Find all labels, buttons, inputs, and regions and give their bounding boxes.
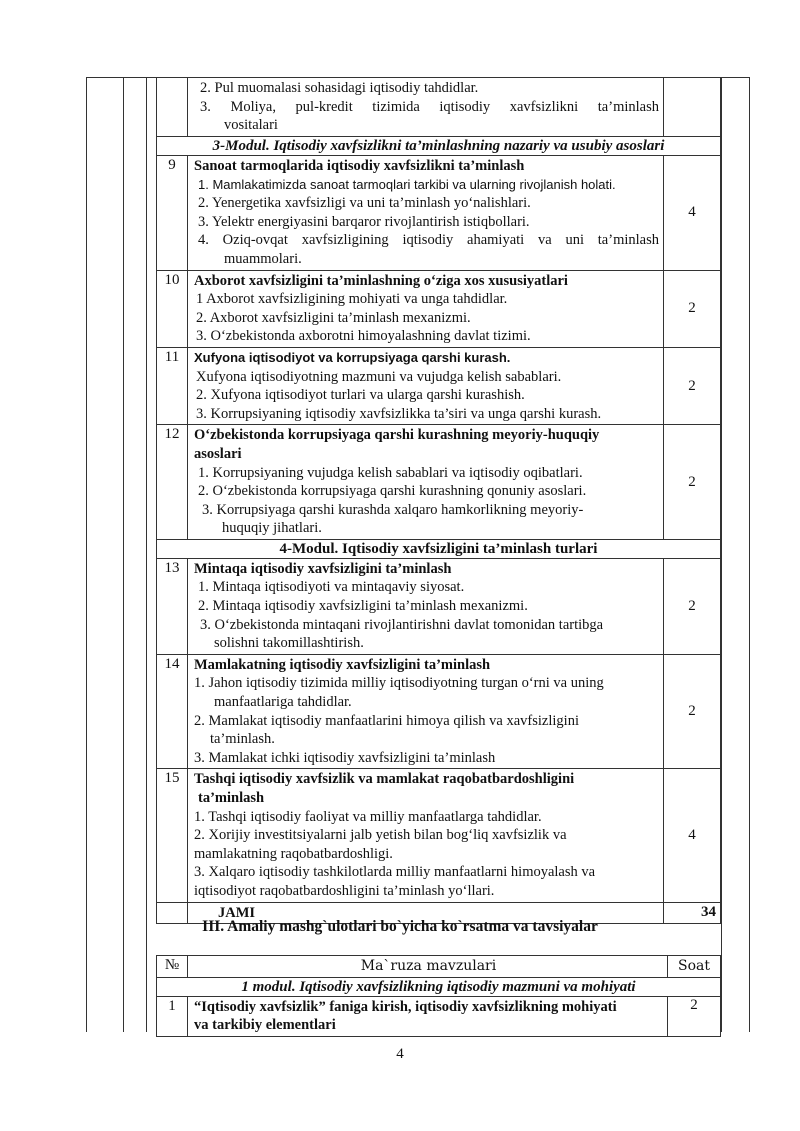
frame-divider-left [123,77,124,1032]
list-item: 4. Oziq-ovqat xavfsizligining iqtisodiy ahamiyati va uni ta’minlash [198,232,659,249]
row-number: 14 [157,654,188,769]
table-row [157,769,721,902]
list-item: solishni takomillashtirish. [214,635,364,652]
table-row [157,270,721,347]
list-item: manfaatlariga tahdidlar. [214,694,352,711]
row-number: 1 [157,996,188,1036]
list-item: 2. Axborot xavfsizligini ta’minlash mexanizmi. [196,309,471,326]
module-title: 4-Modul. Iqtisodiy xavfsizligini ta’minlash turlari [157,539,721,558]
header-hours: Soat [668,956,721,978]
list-item: vositalari [224,117,278,134]
list-item: 2. O‘zbekistonda korrupsiyaga qarshi kurashning qonuniy asoslari. [198,483,587,500]
list-item: 1. Mintaqa iqtisodiyoti va mintaqaviy siyosat. [198,579,465,596]
list-item: 1 Axborot xavfsizligining mohiyati va unga tahdidlar. [196,291,508,308]
list-item: 2. Xorijiy investitsiyalarni jalb yetish bilan bog‘liq xavfsizlik va [194,827,567,844]
list-item: 3. Xalqaro iqtisodiy tashkilotlarda milliy manfaatlarni himoyalash va [194,864,596,881]
list-item: huquqiy jihatlari. [222,520,322,537]
row-title: Mintaqa iqtisodiy xavfsizligini ta’minlash [194,560,452,577]
row-title: Tashqi iqtisodiy xavfsizlik va mamlakat raqobatbardoshligini [194,771,575,788]
row-title-continued: ta’minlash [198,790,265,806]
list-item: mamlakatning raqobatbardoshligi. [194,845,393,862]
list-item: Xufyona iqtisodiyotning mazmuni va vujudga kelish sabablari. [196,368,562,385]
list-item: 2. Pul muomalasi sohasidagi iqtisodiy tahdidlar. [200,80,479,96]
row-number: 13 [157,558,188,654]
header-number: № [157,956,188,978]
total-value: 34 [664,902,721,924]
page-number: 4 [396,1046,404,1062]
row-number: 9 [157,156,188,271]
row-hours: 2 [664,558,721,654]
list-item: 1. Jahon iqtisodiy tizimida milliy iqtisodiyotning turgan o‘rni va uning [194,675,604,692]
table-row [157,425,721,540]
list-item: 3. Mamlakat ichki iqtisodiy xavfsizligini ta’minlash [194,749,496,766]
module-header-row [157,977,721,996]
list-item: 2. Yenergetika xavfsizligi va uni ta’minlash yo‘nalishlari. [198,195,531,212]
list-item: iqtisodiyot raqobatbardoshligini ta’minlash yo‘llari. [194,882,495,899]
module-title: 1 modul. Iqtisodiy xavfsizlikning iqtisodiy mazmuni va mohiyati [157,977,721,996]
row-number: 10 [157,270,188,347]
list-item: muammolari. [224,250,302,267]
total-label: JAMI [188,902,664,924]
list-item: 3. Yelektr energiyasini barqaror rivojlantirish istiqbollari. [198,213,530,230]
row-hours: 4 [664,769,721,902]
row-title: “Iqtisodiy xavfsizlik” faniga kirish, iqtisodiy xavfsizlikning mohiyati [194,998,617,1015]
table-row [157,996,721,1036]
list-item: 2. Mamlakat iqtisodiy manfaatlarini himoya qilish va xavfsizligini [194,712,579,729]
list-item: 3. O‘zbekistonda mintaqani rivojlantirishni davlat tomonidan tartibga [200,616,604,633]
table-row [157,558,721,654]
list-item: 1. Korrupsiyaning vujudga kelish sabablari va iqtisodiy oqibatlari. [198,464,583,481]
topics-table [156,77,721,924]
list-item: 3. Korrupsiyaning iqtisodiy xavfsizlikka ta’siri va unga qarshi kurash. [196,405,602,422]
list-item: 3. O‘zbekistonda axborotni himoyalashning davlat tizimi. [196,328,531,345]
table-row [157,156,721,271]
list-item: 1. Tashqi iqtisodiy faoliyat va milliy manfaatlarga tahdidlar. [194,808,542,825]
row-number: 11 [157,347,188,424]
table-row [157,347,721,424]
row-hours: 2 [668,996,721,1036]
list-item: ta’minlash. [210,731,275,748]
module-header-row [157,137,721,156]
module-header-row [157,539,721,558]
frame-divider-left-inner [146,77,147,1032]
row-title-continued: asoslari [194,445,242,462]
table-row [157,654,721,769]
row-hours: 2 [664,270,721,347]
table-header-row [157,956,721,978]
practical-table [156,955,721,1037]
row-hours: 2 [664,347,721,424]
row-title: O‘zbekistonda korrupsiyaga qarshi kurashning meyoriy-huquqiy [194,427,600,444]
section-heading: III. Amaliy mashg`ulotlari bo`yicha ko`rsatma va tavsiyalar [202,918,598,935]
row-title: Sanoat tarmoqlarida iqtisodiy xavfsizlikni ta’minlash [194,158,525,174]
row-title: Mamlakatning iqtisodiy xavfsizligini ta’minlash [194,656,491,673]
list-item: 3. Moliya, pul-kredit tizimida iqtisodiy xavfsizlikni ta’minlash [200,98,659,115]
row-number: 12 [157,425,188,540]
list-item: 2. Mintaqa iqtisodiy xavfsizligini ta’minlash mexanizmi. [198,598,528,615]
header-topics: Ma`ruza mavzulari [188,956,668,978]
list-item: 2. Xufyona iqtisodiyot turlari va ularga qarshi kurashish. [196,387,525,404]
list-item: 3. Korrupsiyaga qarshi kurashda xalqaro hamkorlikning meyoriy- [202,501,584,518]
row-title: Axborot xavfsizligini ta’minlashning o‘ziga xos xususiyatlari [194,272,568,289]
row-hours: 2 [664,654,721,769]
row-title-continued: va tarkibiy elementlari [194,1017,336,1034]
row-title: Xufyona iqtisodiyot va korrupsiyaga qarshi kurash. [194,349,511,365]
list-item: 1. Mamlakatimizda sanoat tarmoqlari tarkibi va ularning rivojlanish holati. [198,176,616,192]
frame-divider-right [721,77,722,1032]
row-hours: 2 [664,425,721,540]
table-row [157,78,721,137]
module-title: 3-Modul. Iqtisodiy xavfsizlikni ta’minlashning nazariy va usubiy asoslari [157,137,721,156]
row-hours: 4 [664,156,721,271]
row-number: 15 [157,769,188,902]
